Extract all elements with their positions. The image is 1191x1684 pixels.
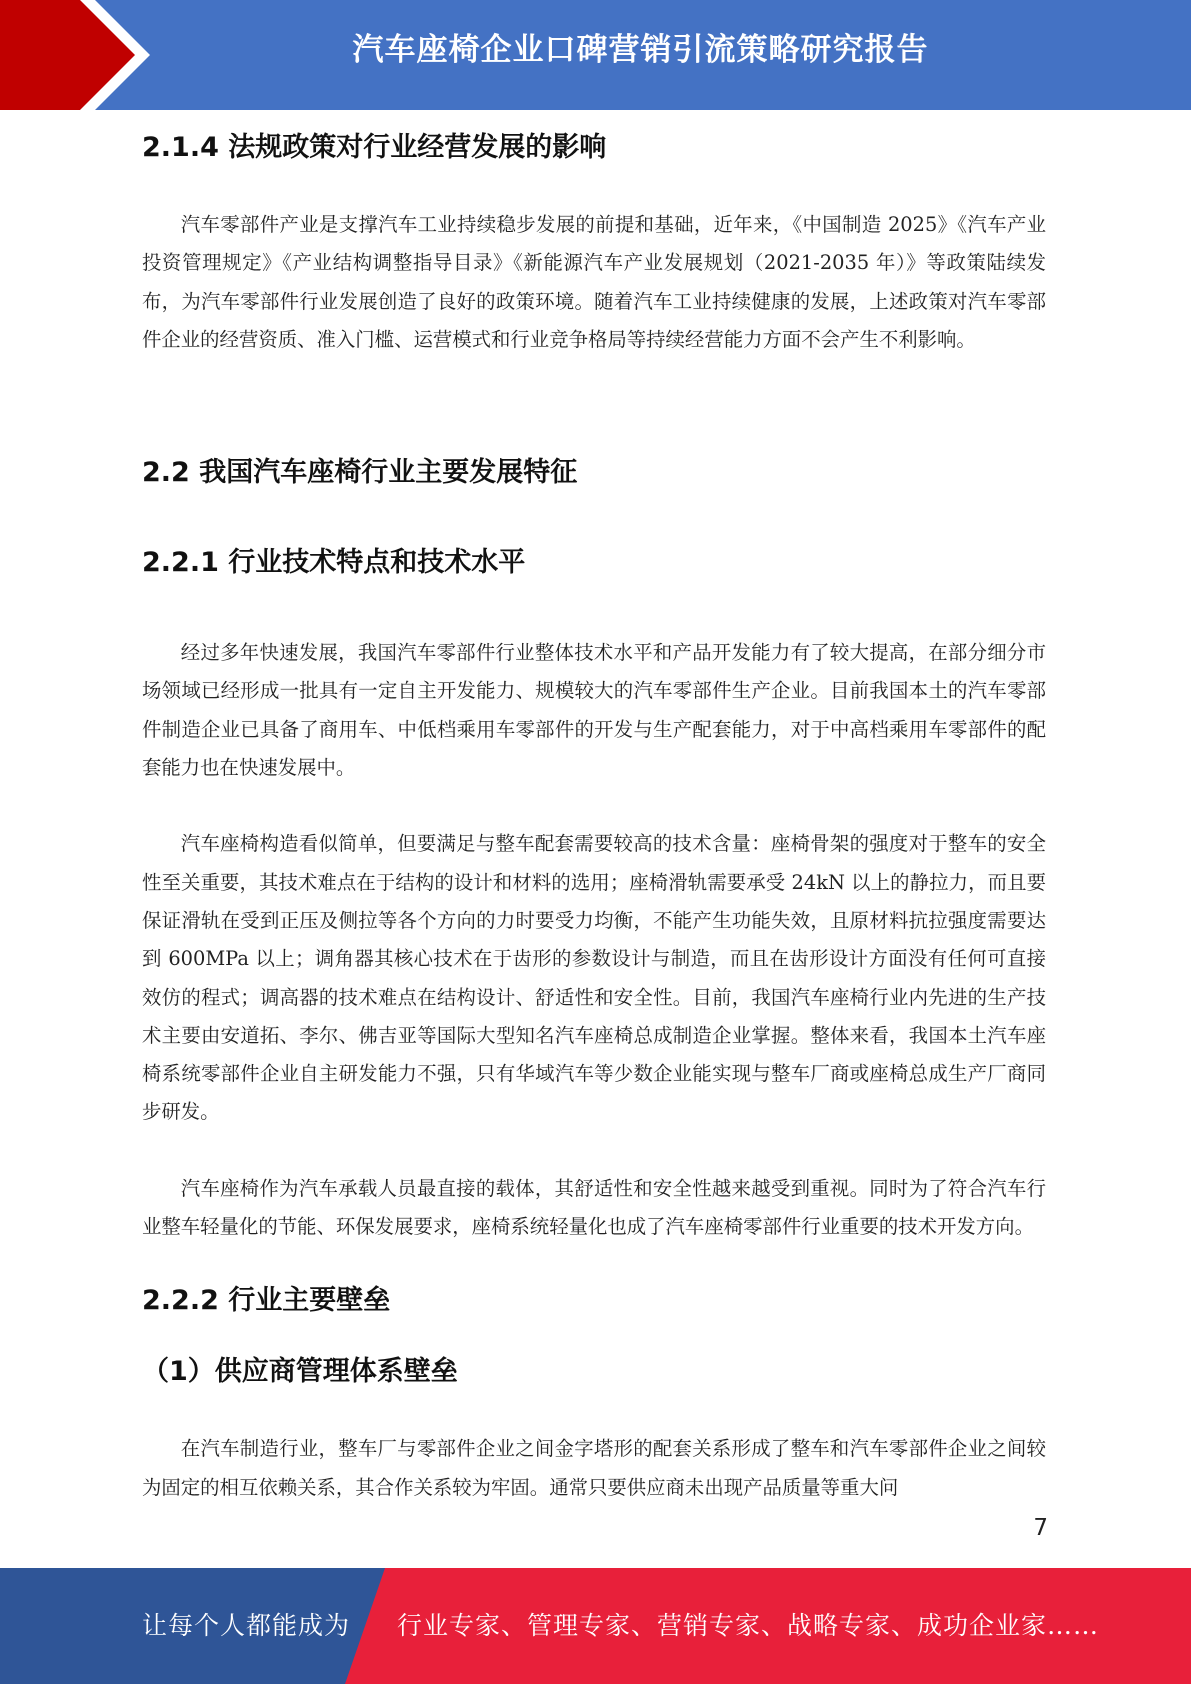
paragraph-lightweight: 汽车座椅作为汽车承载人员最直接的载体，其舒适性和安全性越来越受到重视。同时为了符合汽车行业整车轻量化的节能、环保发展要求，座椅系统轻量化也成了汽车座椅零部件行业重要的技术开发方向。 [142,1176,1046,1239]
footer-slogan-left: 让每个人都能成为 [142,1611,351,1640]
footer-slogan-right: 行业专家、管理专家、营销专家、战略专家、成功企业家…… [397,1611,1100,1640]
paragraph-supplier-barrier: 在汽车制造行业，整车厂与零部件企业之间金字塔形的配套关系形成了整车和汽车零部件企业之间较为固定的相互依赖关系，其合作关系较为牢固。通常只要供应商未出现产品质量等重大问 [142,1437,1046,1499]
section-heading-2-2: 2.2 我国汽车座椅行业主要发展特征 [142,457,578,489]
section-heading-2-2-2: 2.2.2 行业主要壁垒 [142,1285,391,1317]
report-title: 汽车座椅企业口碑营销引流策略研究报告 [352,32,929,68]
paragraph-tech-level: 经过多年快速发展，我国汽车零部件行业整体技术水平和产品开发能力有了较大提高，在部分细分市场领域已经形成一批具有一定自主开发能力、规模较大的汽车零部件生产企业。目前我国本土的汽车零部件制造企业已具备了商用车、中低档乘用车零部件的开发与生产配套能力，对于中高档乘用车零部件的配套能力也在快速发展中。 [142,641,1046,780]
page-footer [0,1568,1191,1684]
section-heading-2-2-1: 2.2.1 行业技术特点和技术水平 [142,547,526,579]
page-header [0,0,1191,110]
page-number: 7 [1033,1515,1048,1541]
section-heading-2-1-4: 2.1.4 法规政策对行业经营发展的影响 [142,132,607,163]
paragraph-seat-structure: 汽车座椅构造看似简单，但要满足与整车配套需要较高的技术含量：座椅骨架的强度对于整车的安全性至关重要，其技术难点在于结构的设计和材料的选用；座椅滑轨需要承受 24kN 以上的静拉力，而且要保证滑轨在受到正压及侧拉等各个方向的力时要受力均衡，不能产生功能失效，且原材料抗拉强度需要达到 600MPa 以上；调角器其核心技术在于齿形的参数设计与制造，而且在齿形设计方面没有任何可直接效仿的程式；调高器的技术难点在结构设计、舒适性和安全性。目前，我国汽车座椅行业内先进的生产技术主要由安道拓、李尔、佛吉亚等国际大型知名汽车座椅总成制造企业掌握。整体来看，我国本土汽车座椅系统零部件企业自主研发能力不强，只有华域汽车等少数企业能实现与整车厂商或座椅总成生产厂商同步研发。 [142,832,1046,1124]
header-chevron-decoration [0,0,150,110]
page-content [142,128,1046,1507]
paragraph-regulations: 汽车零部件产业是支撑汽车工业持续稳步发展的前提和基础，近年来，《中国制造 2025》《汽车产业投资管理规定》《产业结构调整指导目录》《新能源汽车产业发展规划（2021-2035 年）》等政策陆续发布，为汽车零部件行业发展创造了良好的政策环境。随着汽车工业持续健康的发展，上述政策对汽车零部件企业的经营资质、准入门槛、运营模式和行业竞争格局等持续经营能力方面不会产生不利影响。 [142,213,1046,351]
subsection-heading-supplier-barrier: （1）供应商管理体系壁垒 [142,1356,458,1388]
